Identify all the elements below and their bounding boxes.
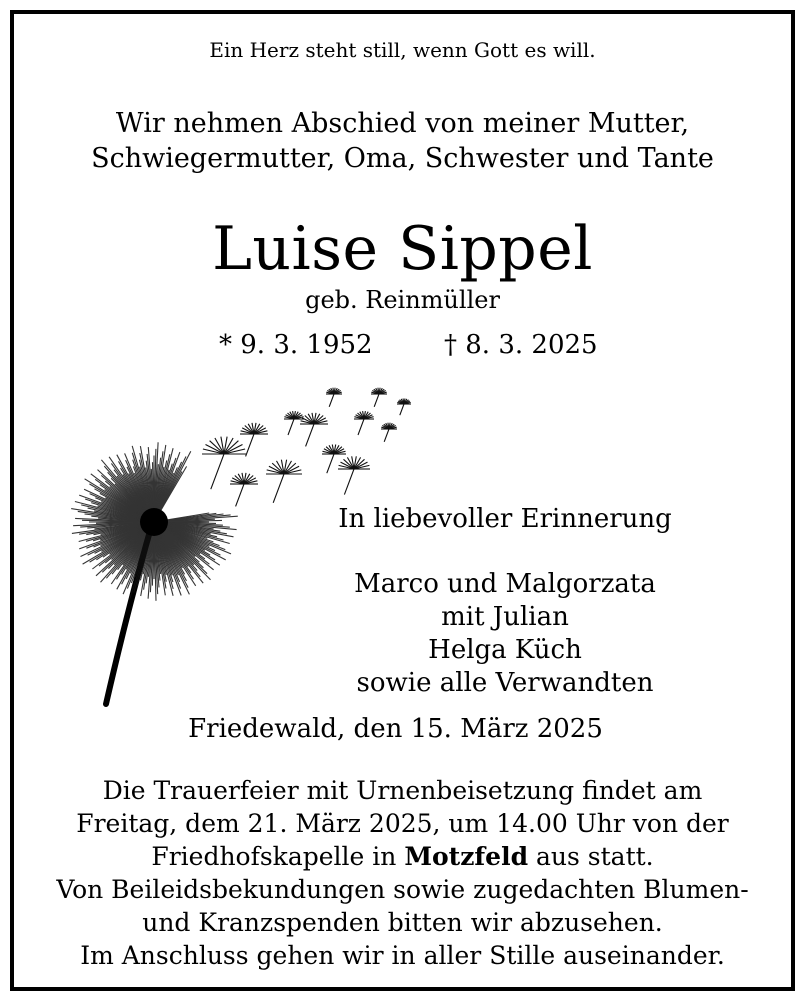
mourner-line: Marco und Malgorzata [354,569,656,599]
intro-text [14,106,791,176]
deceased-name: Luise Sippel [212,214,593,284]
mourner-line: mit Julian [441,602,569,632]
intro-line: Wir nehmen Abschied von meiner Mutter, [115,108,690,139]
death-date: † 8. 3. 2025 [444,330,598,360]
mourner-line: sowie alle Verwandten [356,668,654,698]
notice-line: Im Anschluss gehen wir in aller Stille auseinander. [80,941,725,970]
birth-date: * 9. 3. 1952 [219,330,373,360]
mourners-list [330,568,680,700]
mourner-line: Helga Küch [428,635,582,665]
burial-place: Motzfeld [404,842,529,871]
notice-text: Friedhofskapelle in [151,842,405,871]
motto: Ein Herz steht still, wenn Gott es will. [209,38,596,62]
notice-text: aus statt. [528,842,654,871]
notice-line: Von Beileidsbekundungen sowie zugedachten Blumen- [56,875,749,904]
notice-line: Freitag, dem 21. März 2025, um 14.00 Uhr von der [76,809,729,838]
intro-line: Schwiegermutter, Oma, Schwester und Tante [91,143,714,174]
notice-line: und Kranzspenden bitten wir abzusehen. [142,908,663,937]
memory-line: In liebevoller Erinnerung [338,504,672,534]
notice-line: Die Trauerfeier mit Urnenbeisetzung findet am [102,776,703,805]
obituary-frame [10,10,795,991]
notice-line [14,840,791,873]
birth-name: geb. Reinmüller [305,286,500,314]
funeral-notice [14,774,791,972]
place-date: Friedewald, den 15. März 2025 [188,714,603,744]
